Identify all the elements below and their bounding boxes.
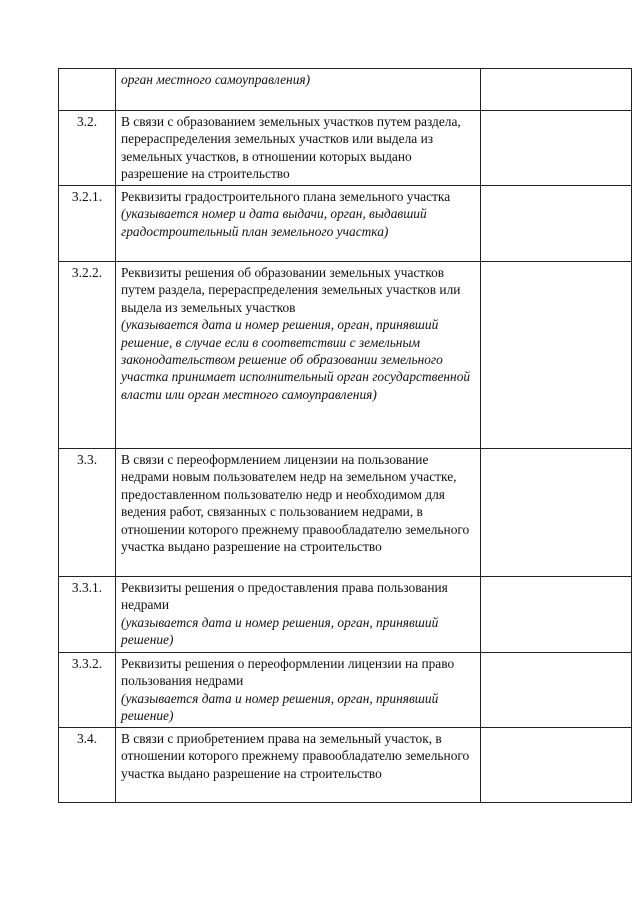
item-number: 3.3.1. bbox=[71, 580, 103, 595]
item-text: В связи с образованием земельных участков путем раздела, перераспределения земельных участков или выдела из земельных участков, в отношении которых выдано разрешение на строительство bbox=[121, 114, 461, 182]
item-number: 3.3. bbox=[76, 452, 98, 467]
form-table bbox=[58, 68, 632, 803]
item-note: (указывается дата и номер решения, орган, принявший решение) bbox=[121, 614, 439, 648]
item-text: Реквизиты решения об образовании земельных участков путем раздела, перераспределения земельных участков или выдела из земельных участков bbox=[121, 265, 461, 315]
table-row bbox=[59, 262, 632, 449]
item-number: 3.4. bbox=[76, 731, 98, 746]
item-number: 3.3.2. bbox=[71, 656, 103, 671]
table-row bbox=[59, 449, 632, 577]
item-description-cell bbox=[116, 186, 481, 262]
item-number bbox=[59, 69, 115, 71]
value-field[interactable] bbox=[481, 69, 632, 111]
item-text: Реквизиты решения о предоставления права пользования недрами bbox=[121, 580, 448, 613]
value-field[interactable] bbox=[481, 262, 632, 449]
item-note: (указывается номер и дата выдачи, орган, выдавший градостроительный план земельного участка) bbox=[121, 206, 427, 239]
item-note: (указывается дата и номер решения, орган, принявший решение, в случае если в соответствии с земельным законодательством решение об образовании земельного участка принимает исполнительный орган государственной власти или орган местного самоуправления) bbox=[121, 317, 471, 402]
item-number-cell bbox=[59, 653, 116, 728]
item-description-cell bbox=[116, 577, 481, 653]
item-description-cell bbox=[116, 69, 481, 111]
item-number-cell bbox=[59, 728, 116, 803]
table-row bbox=[59, 69, 632, 111]
item-description-cell bbox=[116, 111, 481, 186]
table-row bbox=[59, 577, 632, 653]
item-number-cell bbox=[59, 577, 116, 653]
item-number-cell bbox=[59, 186, 116, 262]
value-field[interactable] bbox=[481, 728, 632, 803]
item-number-cell bbox=[59, 262, 116, 449]
table-row bbox=[59, 186, 632, 262]
value-field[interactable] bbox=[481, 186, 632, 262]
table-row bbox=[59, 728, 632, 803]
item-description-cell bbox=[116, 653, 481, 728]
value-field[interactable] bbox=[481, 653, 632, 728]
item-text: Реквизиты градостроительного плана земельного участка bbox=[121, 189, 451, 204]
item-number-cell bbox=[59, 449, 116, 577]
item-description-cell bbox=[116, 728, 481, 803]
item-note: орган местного самоуправления) bbox=[121, 72, 311, 87]
item-number: 3.2.2. bbox=[71, 265, 103, 280]
item-number-cell bbox=[59, 111, 116, 186]
item-text: Реквизиты решения о переоформлении лицензии на право пользования недрами bbox=[121, 656, 455, 689]
item-number: 3.2.1. bbox=[71, 189, 103, 204]
table-row bbox=[59, 653, 632, 728]
item-description-cell bbox=[116, 449, 481, 577]
item-number-cell bbox=[59, 69, 116, 111]
item-text: В связи с приобретением права на земельный участок, в отношении которого прежнему правообладателю земельного участка выдано разрешение на строительство bbox=[121, 731, 470, 781]
table-row bbox=[59, 111, 632, 186]
value-field[interactable] bbox=[481, 449, 632, 577]
item-text: В связи с переоформлением лицензии на пользование недрами новым пользователем недр на земельном участке, предоставленном пользователю недр и необходимом для ведения работ, связанных с пользованием недрами, в отношении которого прежнему правообладателю земельного участка выдано разрешение на строительство bbox=[121, 452, 470, 555]
value-field[interactable] bbox=[481, 577, 632, 653]
item-note: (указывается дата и номер решения, орган, принявший решение) bbox=[121, 690, 439, 724]
item-number: 3.2. bbox=[76, 114, 98, 129]
item-description-cell bbox=[116, 262, 481, 449]
value-field[interactable] bbox=[481, 111, 632, 186]
